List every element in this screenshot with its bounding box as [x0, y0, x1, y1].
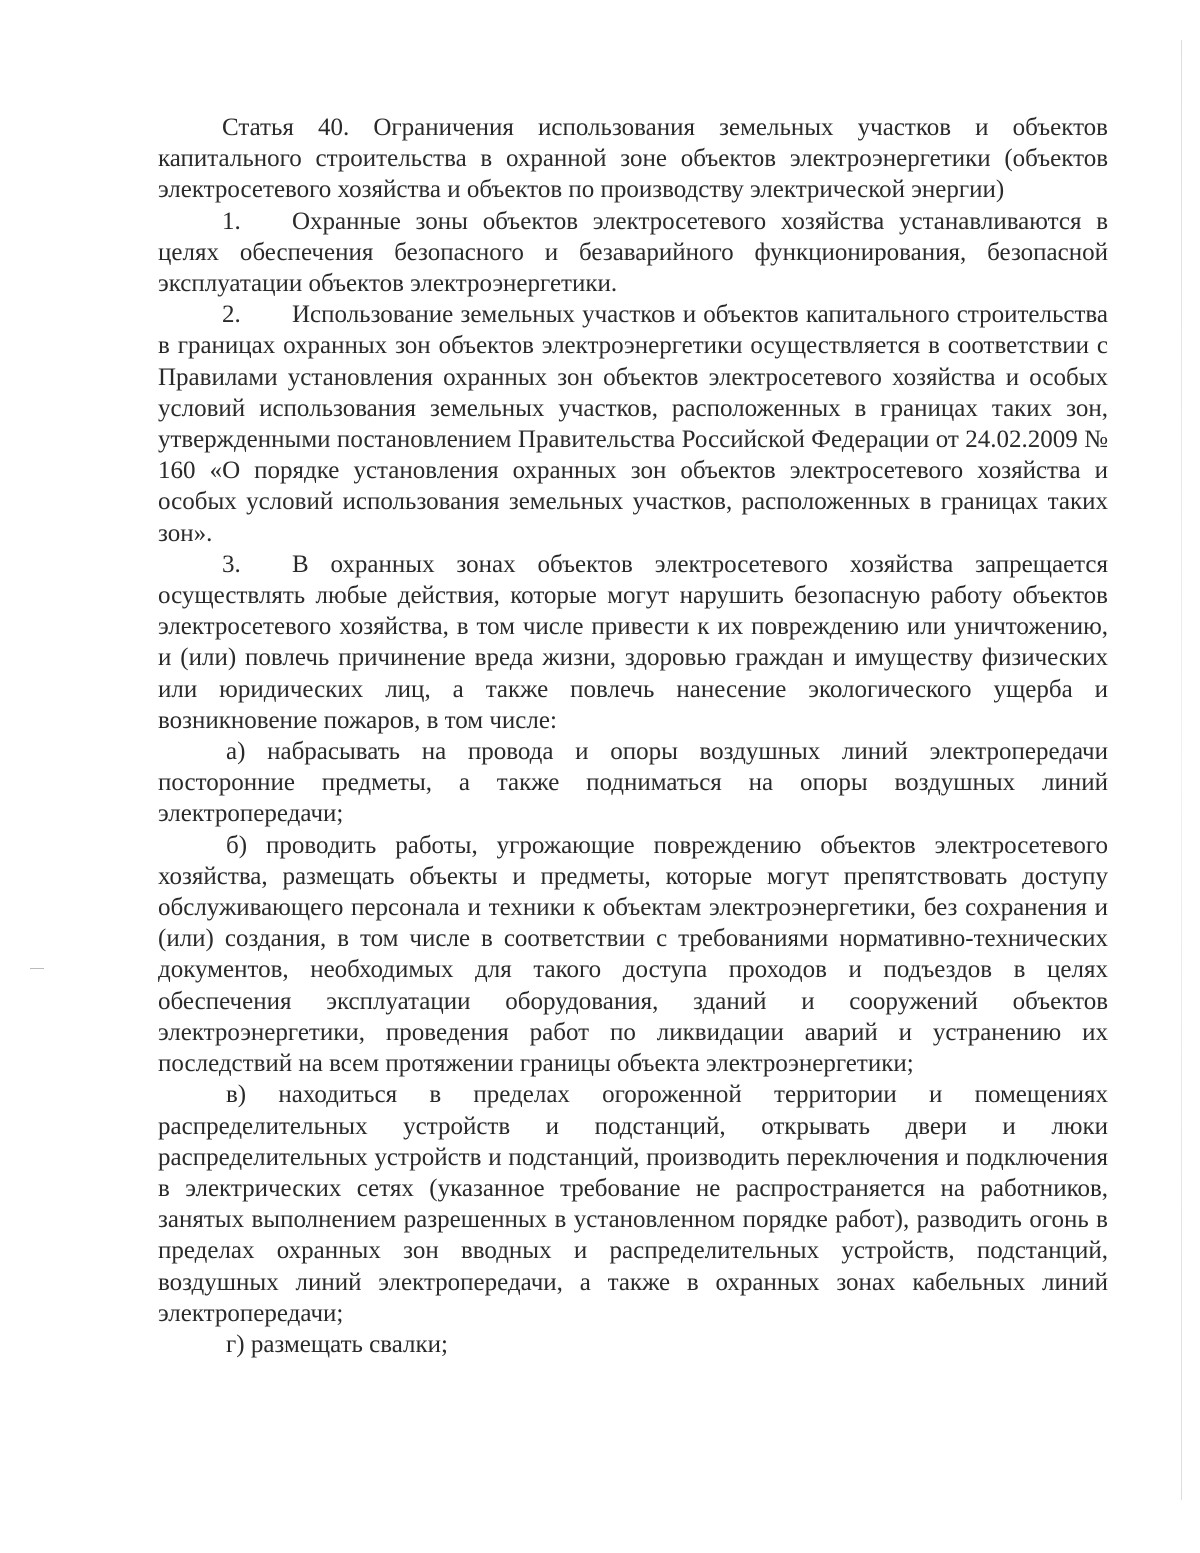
item-1 — [158, 206, 1108, 300]
item-number: 1. — [222, 207, 241, 235]
item-number: 2. — [222, 301, 241, 329]
item-text: Использование земельных участков и объектов капитального строительства в границах охранных зон объектов электроэнергетики осуществляется в соответствии с Правилами установления охранных зон объектов электросетевого хозяйства и особых условий использования земельных участков, расположенных в границах таких зон, утвержденными постановлением Правительства Российской Федерации от 24.02.2009 № 160 «О порядке установления охранных зон объектов электросетевого хозяйства и особых условий использования земельных участков, расположенных в границах таких зон». — [158, 301, 1108, 547]
item-3 — [158, 549, 1108, 736]
item-text: В охранных зонах объектов электросетевого хозяйства запрещается осуществлять любые действия, которые могут нарушить безопасную работу объектов электросетевого хозяйства, в том числе привести к их повреждению или уничтожению, и (или) повлечь причинение вреда жизни, здоровью граждан и имуществу физических или юридических лиц, а также повлечь нанесение экологического ущерба и возникновение пожаров, в том числе: — [158, 550, 1108, 734]
subitem-a: а) набрасывать на провода и опоры воздушных линий электропередачи посторонние предметы, а также подниматься на опоры воздушных линий электропередачи; — [158, 738, 1108, 828]
document-body — [158, 112, 1108, 1360]
article-heading: Статья 40. Ограничения использования земельных участков и объектов капитального строительства в охранной зоне объектов электроэнергетики (объектов электросетевого хозяйства и объектов по производству электрической энергии) — [158, 114, 1108, 204]
subitem-g: г) размещать свалки; — [226, 1330, 448, 1358]
subitem-v: в) находиться в пределах огороженной территории и помещениях распределительных устройств и подстанций, открывать двери и люки распределительных устройств и подстанций, производить переключения и подключения в электрических сетях (указанное требование не распространяется на работников, занятых выполнением разрешенных в установленном порядке работ), разводить огонь в пределах охранных зон вводных и распределительных устройств, подстанций, воздушных линий электропередачи, а также в охранных зонах кабельных линий электропередачи; — [158, 1081, 1108, 1327]
item-number: 3. — [222, 550, 241, 578]
scan-edge-line — [1181, 40, 1182, 1500]
item-text: Охранные зоны объектов электросетевого хозяйства устанавливаются в целях обеспечения безопасного и безаварийного функционирования, безопасной эксплуатации объектов электроэнергетики. — [158, 207, 1108, 298]
subitem-b: б) проводить работы, угрожающие повреждению объектов электросетевого хозяйства, размещать объекты и предметы, которые могут препятствовать доступу обслуживающего персонала и техники к объектам электроэнергетики, без сохранения и (или) создания, в том числе в соответствии с требованиями нормативно-технических документов, необходимых для такого доступа проходов и подъездов в целях обеспечения эксплуатации оборудования, зданий и сооружений объектов электроэнергетики, проведения работ по ликвидации аварий и устранению их последствий на всем протяжении границы объекта электроэнергетики; — [158, 831, 1108, 1078]
scan-mark — [30, 968, 44, 969]
item-2 — [158, 299, 1108, 549]
